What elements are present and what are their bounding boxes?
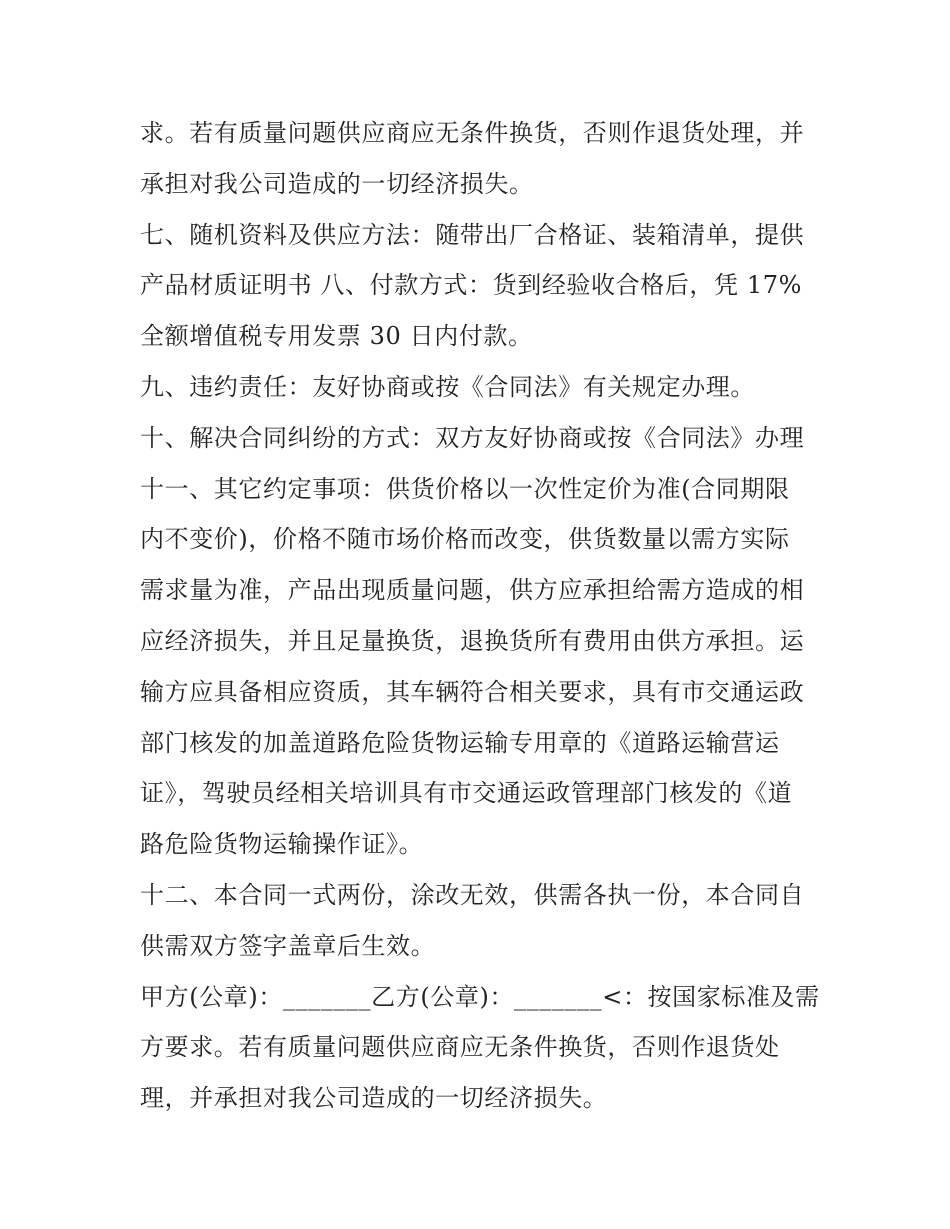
text-line: 产品材质证明书 八、付款方式：货到经验收合格后，凭 17% [140, 271, 802, 300]
text-line: 应经济损失，并且足量换货，退换货所有费用由供方承担。运 [140, 626, 805, 655]
text-line: 十一、其它约定事项：供货价格以一次性定价为准(合同期限 [140, 474, 790, 503]
text-line: 需求量为准，产品出现质量问题，供方应承担给需方造成的相 [140, 576, 805, 605]
text-line: 甲方(公章)：_______乙方(公章)：_______<：按国家标准及需 [140, 982, 820, 1011]
text-line: 全额增值税专用发票 30 日内付款。 [140, 322, 533, 351]
text-line: 输方应具备相应资质，其车辆符合相关要求，具有市交通运政 [140, 677, 805, 706]
text-line: 十、解决合同纠纷的方式：双方友好协商或按《合同法》办理 [140, 423, 805, 452]
text-line: 求。若有质量问题供应商应无条件换货，否则作退货处理，并 [140, 119, 805, 147]
text-line: 供需双方签字盖章后生效。 [140, 931, 436, 960]
text-line: 理，并承担对我公司造成的一切经济损失。 [140, 1084, 608, 1113]
text-line: 七、随机资料及供应方法：随带出厂合格证、装箱清单，提供 [140, 220, 805, 249]
text-line: 九、违约责任：友好协商或按《合同法》有关规定办理。 [140, 372, 755, 401]
text-line: 内不变价)，价格不随市场价格而改变，供货数量以需方实际 [140, 525, 790, 554]
text-line: 承担对我公司造成的一切经济损失。 [140, 169, 534, 198]
text-line: 路危险货物运输操作证》。 [140, 830, 424, 859]
text-line: 十二、本合同一式两份，涂改无效，供需各执一份，本合同自 [140, 880, 805, 909]
text-line: 证》，驾驶员经相关培训具有市交通运政管理部门核发的《道 [140, 779, 793, 808]
text-line: 方要求。若有质量问题供应商应无条件换货，否则作退货处 [140, 1033, 780, 1062]
text-line: 部门核发的加盖道路危险货物运输专用章的《道路运输营运 [140, 728, 780, 757]
contract-text [140, 108, 820, 1124]
